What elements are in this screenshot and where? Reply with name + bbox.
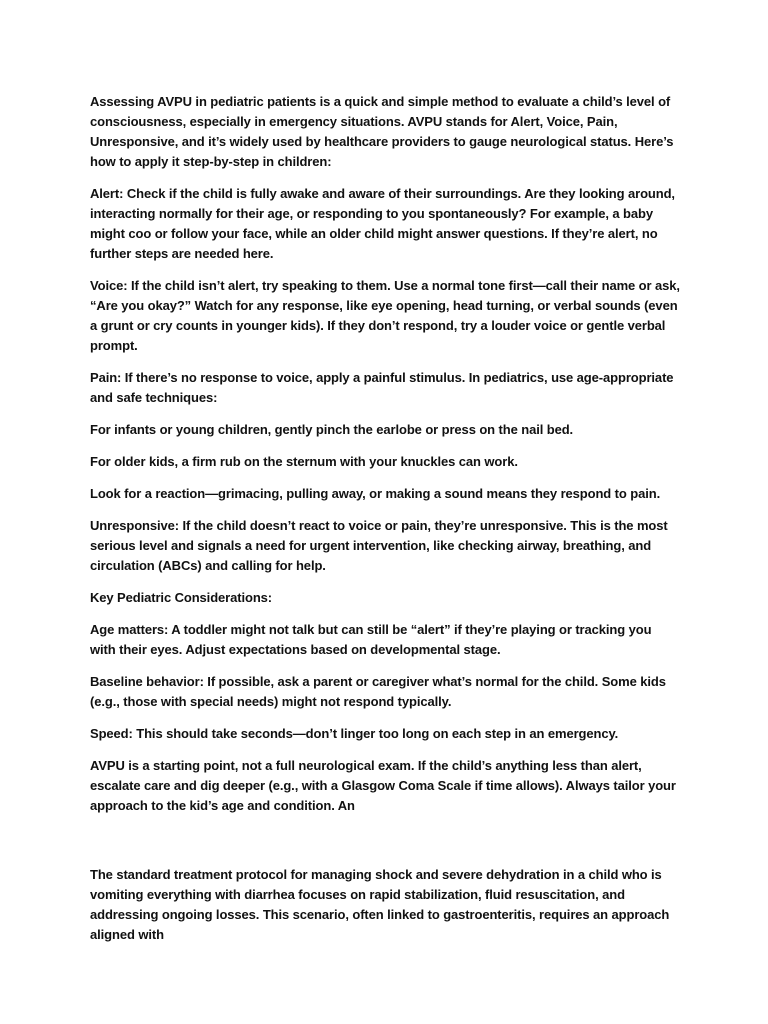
avpu-summary-paragraph: AVPU is a starting point, not a full neurological exam. If the child’s anything less than alert, escalate care and dig deeper (e.g., with a Glasgow Coma Scale if time allows). Always tailor your approach to the kid’s age and condition. An: [90, 758, 676, 813]
intro-paragraph: Assessing AVPU in pediatric patients is a quick and simple method to evaluate a child’s level of consciousness, especially in emergency situations. AVPU stands for Alert, Voice, Pain, Unresponsive, and it’s widely used by healthcare providers to gauge neurological status. Here’s how to apply it step-by-step in children:: [90, 94, 674, 169]
alert-paragraph: Alert: Check if the child is fully awake and aware of their surroundings. Are they looking around, interacting normally for their age, or responding to you spontaneously? For example, a baby might coo or follow your face, while an older child might answer questions. If they’re alert, no further steps are needed here.: [90, 186, 675, 261]
infants-paragraph: For infants or young children, gently pinch the earlobe or press on the nail bed.: [90, 422, 574, 437]
pain-paragraph: Pain: If there’s no response to voice, apply a painful stimulus. In pediatrics, use age-appropriate and safe techniques:: [90, 370, 674, 405]
older-kids-paragraph: For older kids, a firm rub on the sternum with your knuckles can work.: [90, 454, 518, 469]
baseline-paragraph: Baseline behavior: If possible, ask a parent or caregiver what’s normal for the child. Some kids (e.g., those with special needs) might not respond typically.: [90, 674, 666, 709]
document-body: [90, 92, 680, 957]
section-gap: [90, 828, 680, 865]
speed-paragraph: Speed: This should take seconds—don’t linger too long on each step in an emergency.: [90, 726, 619, 741]
considerations-heading: Key Pediatric Considerations:: [90, 590, 273, 605]
shock-treatment-paragraph: The standard treatment protocol for managing shock and severe dehydration in a child who is vomiting everything with diarrhea focuses on rapid stabilization, fluid resuscitation, and addressing ongoing losses. This scenario, often linked to gastroenteritis, requires an approach aligned with: [90, 867, 670, 942]
voice-paragraph: Voice: If the child isn’t alert, try speaking to them. Use a normal tone first—call their name or ask, “Are you okay?” Watch for any response, like eye opening, head turning, or verbal sounds (even a grunt or cry counts in younger kids). If they don’t respond, try a louder voice or gentle verbal prompt.: [90, 278, 680, 353]
age-matters-paragraph: Age matters: A toddler might not talk but can still be “alert” if they’re playing or tracking you with their eyes. Adjust expectations based on developmental stage.: [90, 622, 652, 657]
unresponsive-paragraph: Unresponsive: If the child doesn’t react to voice or pain, they’re unresponsive. This is the most serious level and signals a need for urgent intervention, like checking airway, breathing, and circulation (ABCs) and calling for help.: [90, 518, 668, 573]
reaction-paragraph: Look for a reaction—grimacing, pulling away, or making a sound means they respond to pain.: [90, 486, 661, 501]
